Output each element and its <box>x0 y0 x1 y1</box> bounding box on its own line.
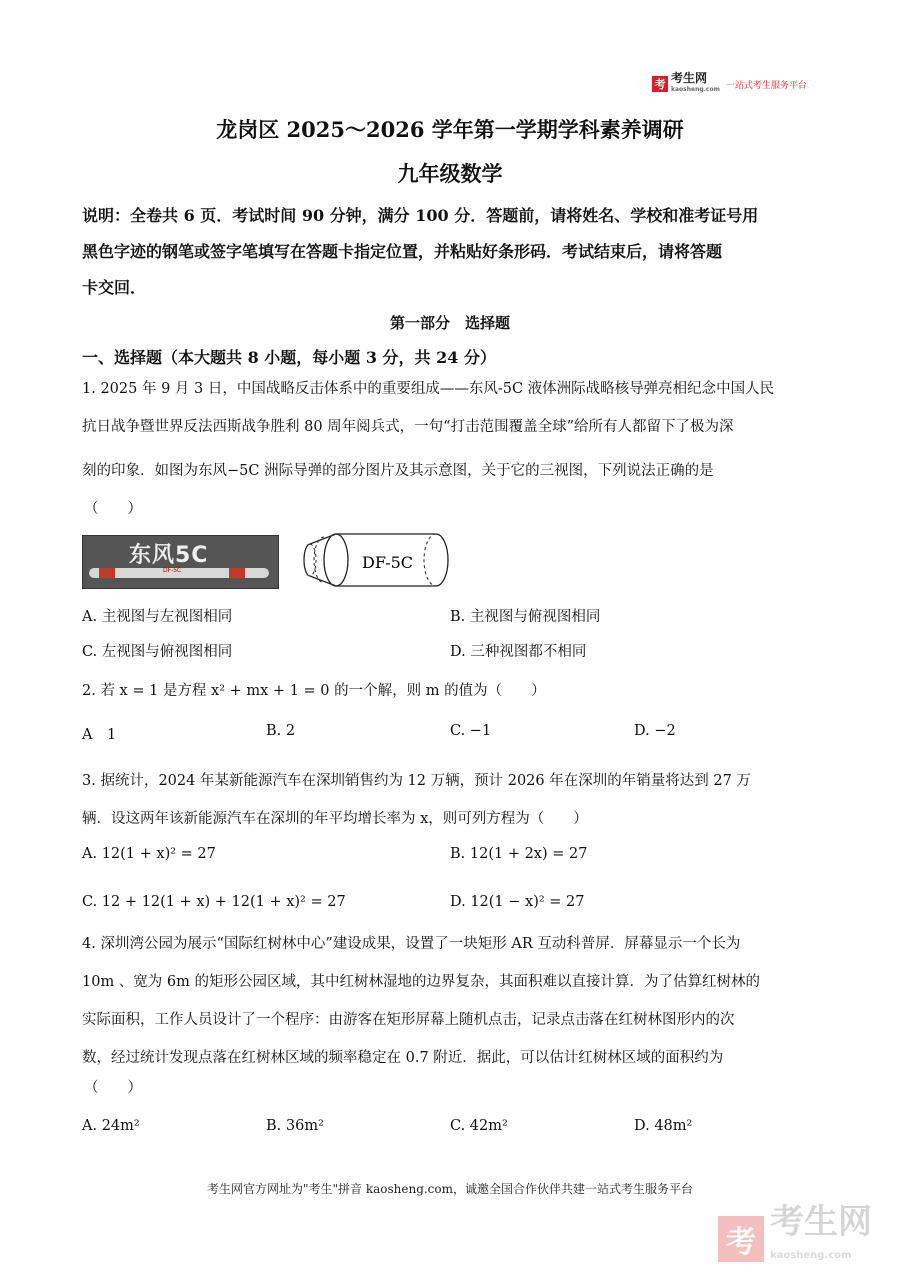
instruction-line: 黑色字迹的钢笔或签字笔填写在答题卡指定位置，并粘贴好条形码．考试结束后，请将答题 <box>82 242 723 261</box>
exam-title: 龙岗区 2025～2026 学年第一学期学科素养调研 <box>216 117 684 142</box>
q4-option-c[interactable]: C. 42m² <box>450 1118 508 1134</box>
q1-option-a[interactable]: A. 主视图与左视图相同 <box>82 609 233 625</box>
instruction-line: 说明：全卷共 6 页．考试时间 90 分钟，满分 100 分．答题前，请将姓名、学校和准考证号用 <box>82 206 759 225</box>
question-1 <box>82 370 822 490</box>
question-line: 10m 、宽为 6m 的矩形公园区域，其中红树林湿地的边界复杂，其面积难以直接计算．为了估算红树林的 <box>82 974 760 990</box>
q4-option-b[interactable]: B. 36m² <box>266 1118 324 1134</box>
q4-option-d[interactable]: D. 48m² <box>634 1118 693 1134</box>
brand-name: 考生网 <box>671 71 708 85</box>
exam-subtitle: 九年级数学 <box>397 161 503 186</box>
q2-option-a[interactable]: A 1 <box>82 727 117 743</box>
missile-label: DF-5C <box>163 567 182 574</box>
instruction-line: 卡交回． <box>82 278 147 297</box>
brand-slogan: 一站式考生服务平台 <box>725 80 807 91</box>
missile-diagram <box>296 528 454 592</box>
question-line: 4. 深圳湾公园为展示“国际红树林中心”建设成果，设置了一块矩形 AR 互动科普屏．屏幕显示一个长为 <box>82 936 741 952</box>
question-line: 抗日战争暨世界反法西斯战争胜利 80 周年阅兵式，一句“打击范围覆盖全球”给所有人都留下了极为深 <box>82 419 734 435</box>
brand-domain: kaosheng.com <box>671 86 720 93</box>
question-line: 1. 2025 年 9 月 3 日，中国战略反击体系中的重要组成——东风-5C 液体洲际战略核导弹亮相纪念中国人民 <box>82 381 775 397</box>
q3-option-a[interactable]: A. 12(1 + x)² = 27 <box>82 846 216 862</box>
diagram-label: DF-5C <box>362 553 414 572</box>
missile-icon <box>89 568 269 578</box>
brand-logo-icon: 考 <box>652 76 668 92</box>
answer-paren: （ ） <box>84 1080 142 1096</box>
question-4 <box>82 925 822 1077</box>
question-line: 刻的印象．如图为东风−5C 洲际导弹的部分图片及其示意图，关于它的三视图，下列说法正确的是 <box>82 463 714 479</box>
question-line: 实际面积，工作人员设计了一个程序：由游客在矩形屏幕上随机点击，记录点击落在红树林图形内的次 <box>82 1012 735 1028</box>
answer-paren: （ ） <box>84 501 142 517</box>
watermark-text: 考生网 <box>770 1202 872 1242</box>
watermark-icon: 考 <box>718 1216 764 1262</box>
question-2: 2. 若 x = 1 是方程 x² + mx + 1 = 0 的一个解，则 m 的值为（ ） <box>82 683 546 699</box>
question-line: 数，经过统计发现点落在红树林区域的频率稳定在 0.7 附近．据此，可以估计红树林区域的面积约为 <box>82 1050 724 1066</box>
q2-option-c[interactable]: C. −1 <box>450 723 492 739</box>
question-line: 3. 据统计，2024 年某新能源汽车在深圳销售约为 12 万辆，预计 2026 年在深圳的年销量将达到 27 万 <box>82 773 751 789</box>
q3-option-c[interactable]: C. 12 + 12(1 + x) + 12(1 + x)² = 27 <box>82 894 346 910</box>
watermark <box>718 1202 872 1273</box>
q2-option-d[interactable]: D. −2 <box>634 723 676 739</box>
q2-option-b[interactable]: B. 2 <box>266 723 296 739</box>
missile-photo <box>82 535 279 589</box>
question-3 <box>82 762 822 838</box>
q3-option-d[interactable]: D. 12(1 − x)² = 27 <box>450 894 585 910</box>
watermark-domain: kaosheng.com <box>770 1250 852 1261</box>
q4-option-a[interactable]: A. 24m² <box>82 1118 140 1134</box>
q1-option-b[interactable]: B. 主视图与俯视图相同 <box>450 609 601 625</box>
missile-photo-title: 东风5C <box>129 543 209 568</box>
part-title: 第一部分 选择题 <box>389 314 510 332</box>
question-line: 辆．设这两年该新能源汽车在深圳的年平均增长率为 x，则可列方程为（ ） <box>82 811 588 827</box>
page-footer: 考生网官方网址为"考生"拼音 kaosheng.com，诚邀全国合作伙伴共建一站式考生服务平台 <box>206 1182 694 1196</box>
q1-option-d[interactable]: D. 三种视图都不相同 <box>450 644 587 660</box>
section-heading: 一、选择题（本大题共 8 小题，每小题 3 分，共 24 分） <box>82 348 496 367</box>
q3-option-b[interactable]: B. 12(1 + 2x) = 27 <box>450 846 588 862</box>
brand-logo <box>652 71 807 94</box>
instructions <box>82 198 822 306</box>
q1-option-c[interactable]: C. 左视图与俯视图相同 <box>82 644 233 660</box>
